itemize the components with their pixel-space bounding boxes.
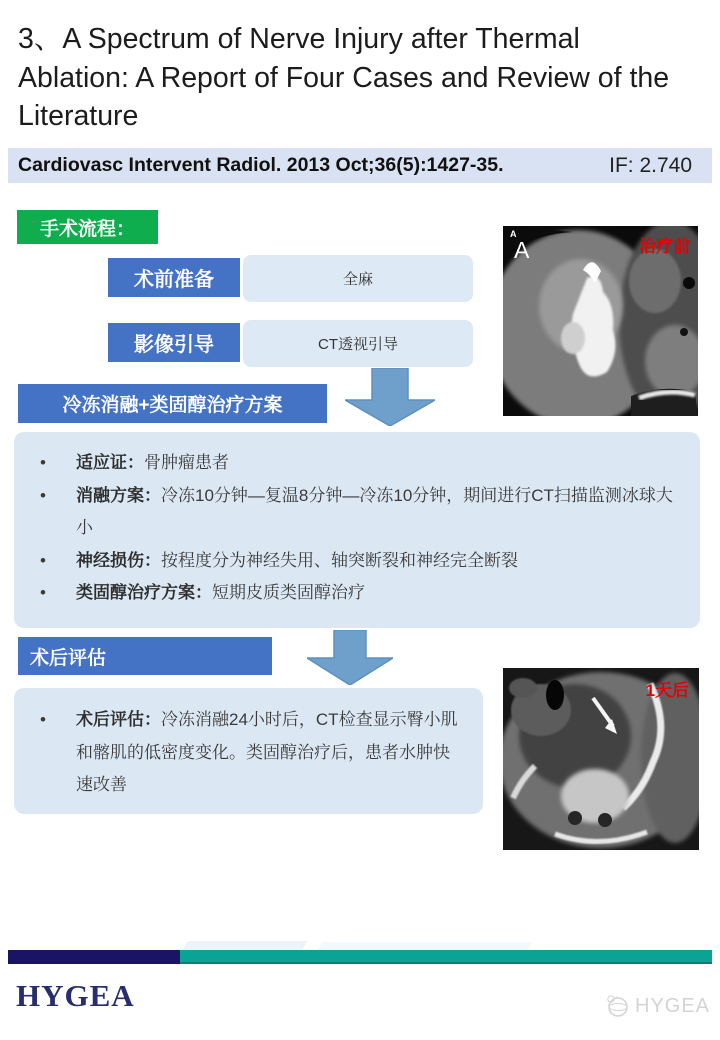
watermark-text: HYGEA <box>635 994 711 1017</box>
down-arrow-icon <box>345 368 435 426</box>
citation-text: Cardiovasc Intervent Radiol. 2013 Oct;36(5):1427-35. <box>18 154 504 176</box>
list-item: • 类固醇治疗方案：短期皮质类固醇治疗 <box>40 583 365 602</box>
list-item: • 适应证：骨肿瘤患者 <box>40 453 229 472</box>
list-item: • 术后评估：冷冻消融24小时后，CT检查显示臀小肌和髂肌的低密度变化。类固醇治疗后，患者水肿快速改善 <box>40 710 458 794</box>
pre-treatment-caption: 治疗前 <box>639 237 690 256</box>
footer-streak <box>317 942 533 950</box>
post-treatment-caption: 1天后 <box>645 681 689 700</box>
step-label-guidance: 影像引导 <box>108 323 240 362</box>
footer-bar-navy <box>8 950 180 964</box>
step-value-anesthesia: 全麻 <box>243 255 473 302</box>
list-item: • 消融方案：冷冻10分钟—复温8分钟—冷冻10分钟，期间进行CT扫描监测冰球大小 <box>40 485 673 537</box>
hygea-watermark <box>604 993 710 1019</box>
footer-streak <box>182 941 308 950</box>
image-marker: A <box>514 237 530 263</box>
down-arrow-icon <box>307 630 393 685</box>
step-label-preop: 术前准备 <box>108 258 240 297</box>
hygea-logo: HYGEA <box>16 978 135 1013</box>
procedure-section-label: 手术流程： <box>17 210 158 244</box>
citation-bar <box>8 148 712 183</box>
impact-factor: IF: 2.740 <box>609 153 692 177</box>
image-marker-small: A <box>510 229 517 239</box>
globe-icon <box>604 993 630 1019</box>
evaluation-header: 术后评估 <box>18 637 272 675</box>
ct-image-post-treatment <box>503 668 699 850</box>
footer-bar-teal <box>180 950 712 964</box>
evaluation-panel <box>14 688 483 814</box>
ct-image-pre-treatment <box>503 226 698 416</box>
treatment-panel <box>14 432 700 628</box>
treatment-header: 冷冻消融+类固醇治疗方案 <box>18 384 327 423</box>
step-value-ct-guidance: CT透视引导 <box>243 320 473 367</box>
page-title: 3、A Spectrum of Nerve Injury after Thermal Ablation: A Report of Four Cases and Review of the Literature <box>18 23 670 132</box>
list-item: • 神经损伤：按程度分为神经失用、轴突断裂和神经完全断裂 <box>40 550 518 570</box>
